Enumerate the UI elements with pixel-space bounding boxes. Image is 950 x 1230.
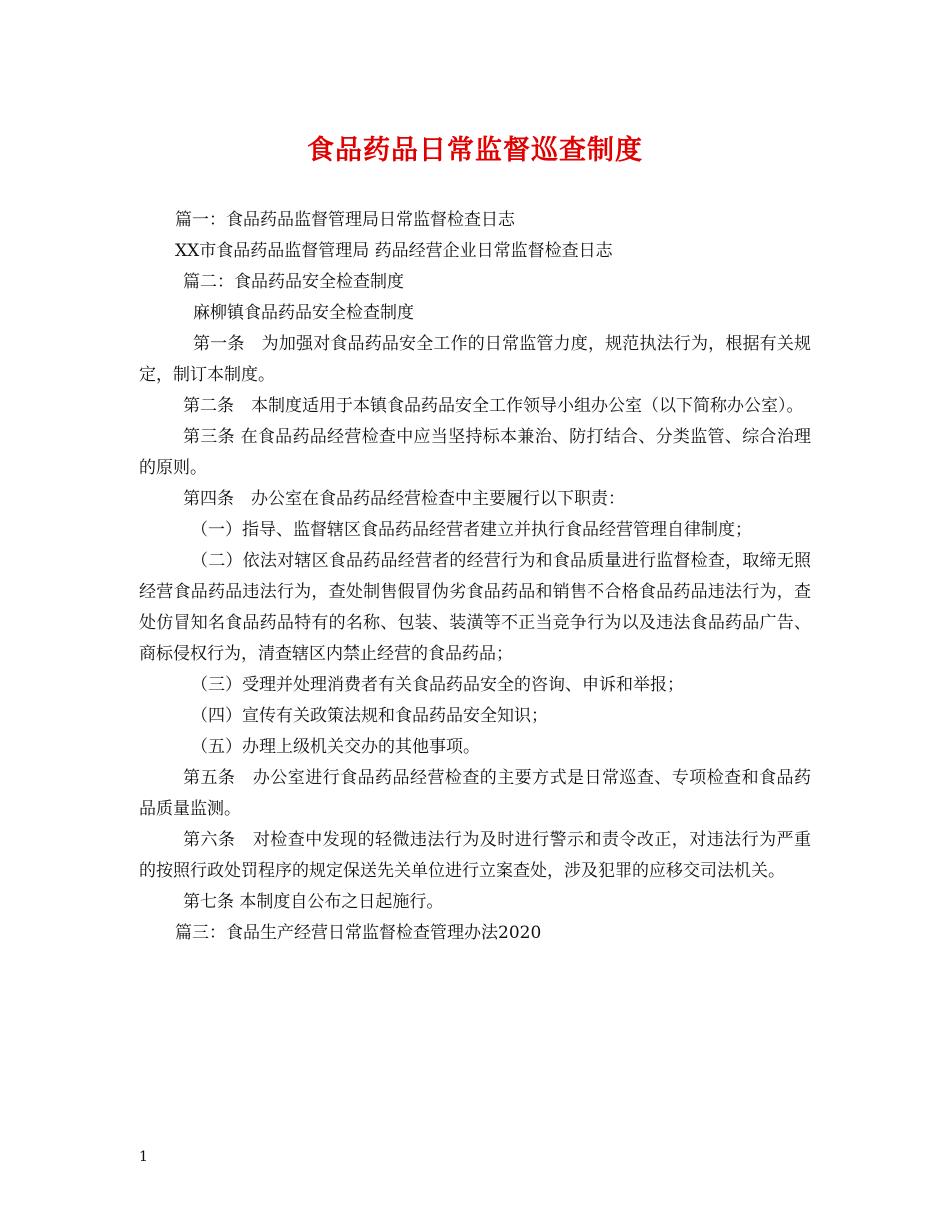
article-7: 第七条 本制度自公布之日起施行。 [183, 892, 444, 912]
section-heading-3: 篇三：食品生产经营日常监督检查管理办法2020 [175, 923, 542, 943]
article-2: 第二条 本制度适用于本镇食品药品安全工作领导小组办公室（以下简称办公室）。 [183, 396, 804, 416]
article-1: 第一条 为加强对食品药品安全工作的日常监管力度，规范执法行为，根据有关规定，制订本制度。 [139, 334, 811, 385]
section-heading-2: 篇二：食品药品安全检查制度 [183, 272, 404, 292]
duty-item-1: （一）指导、监督辖区食品药品经营者建立并执行食品经营管理自律制度； [191, 520, 752, 540]
subheading-log: XX市食品药品监督管理局 药品经营企业日常监督检查日志 [175, 241, 613, 261]
document-body [139, 205, 811, 949]
duty-item-5: （五）办理上级机关交办的其他事项。 [191, 737, 480, 757]
article-6: 第六条 对检查中发现的轻微违法行为及时进行警示和责令改正，对违法行为严重的按照行政处罚程序的规定保送先关单位进行立案查处，涉及犯罪的应移交司法机关。 [139, 830, 811, 881]
document-title: 食品药品日常监督巡查制度 [307, 135, 643, 166]
subheading-system: 麻柳镇食品药品安全检查制度 [193, 303, 414, 323]
duty-item-4: （四）宣传有关政策法规和食品药品安全知识； [191, 706, 548, 726]
page-number: 1 [139, 1149, 148, 1165]
article-5: 第五条 办公室进行食品药品经营检查的主要方式是日常巡查、专项检查和食品药品质量监测。 [139, 768, 811, 819]
duty-item-3: （三）受理并处理消费者有关食品药品安全的咨询、申诉和举报； [191, 675, 684, 695]
section-heading-1: 篇一：食品药品监督管理局日常监督检查日志 [175, 210, 515, 230]
article-3: 第三条 在食品药品经营检查中应当坚持标本兼治、防打结合、分类监管、综合治理的原则。 [139, 427, 811, 478]
duty-item-2: （二）依法对辖区食品药品经营者的经营行为和食品质量进行监督检查，取缔无照经营食品药品违法行为，查处制售假冒伪劣食品药品和销售不合格食品药品违法行为，查处仿冒知名食品药品特有的名称、包装、装潢等不正当竞争行为以及违法食品药品广告、商标侵权行为，清查辖区内禁止经营的食品药品； [139, 551, 811, 664]
article-4: 第四条 办公室在食品药品经营检查中主要履行以下职责： [183, 489, 625, 509]
